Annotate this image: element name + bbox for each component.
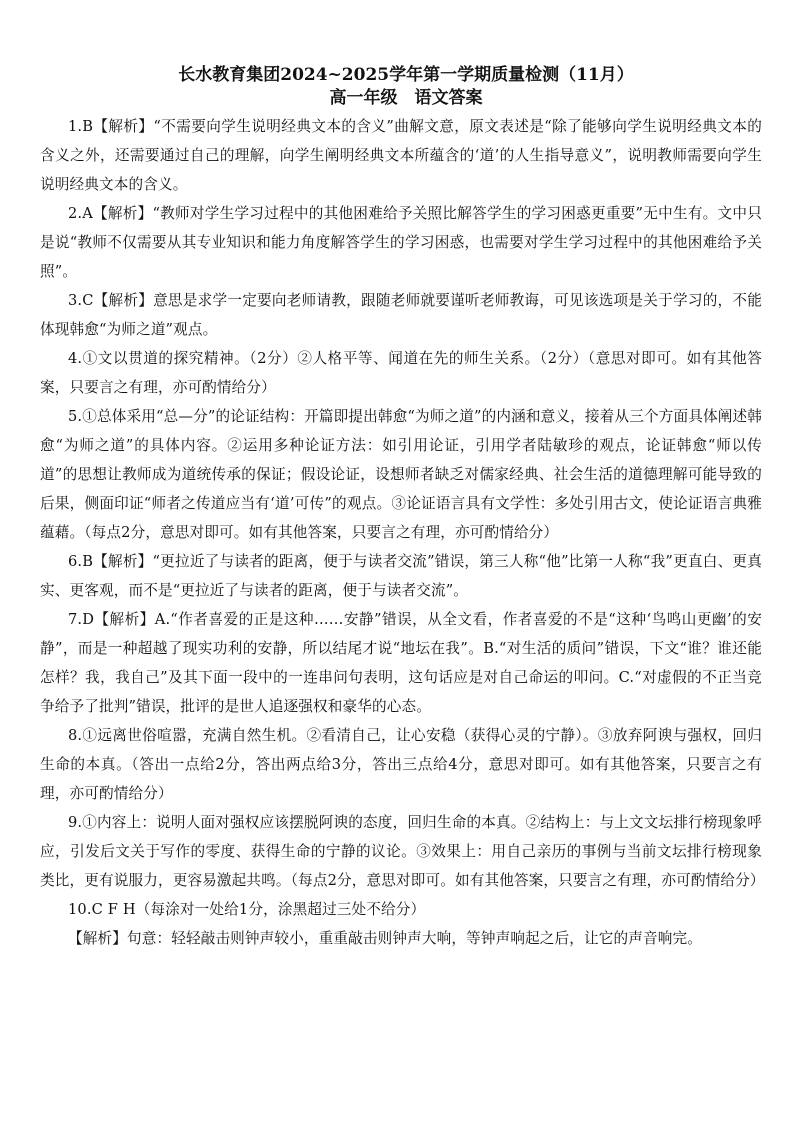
answer-item-2: 2.A【解析】“教师对学生学习过程中的其他困难给予关照比解答学生的学习困惑更重要”无中生有。文中只是说“教师不仅需要从其专业知识和能力角度解答学生的学习困惑，也需要对学生学习过程中的其他困难给予关照”。 <box>40 205 762 280</box>
answer-item-1: 1.B【解析】“不需要向学生说明经典文本的含义”曲解文意，原文表述是“除了能够向学生说明经典文本的含义之外，还需要通过自己的理解，向学生阐明经典文本所蕴含的‘道’的人生指导意义”，说明教师需要向学生说明经典文本的含义。 <box>40 118 762 193</box>
answer-item-4: 4.①文以贯道的探究精神。（2分）②人格平等、闻道在先的师生关系。（2分）（意思对即可。如有其他答案，只要言之有理，亦可酌情给分） <box>40 350 762 396</box>
document-title: 长水教育集团2024~2025学年第一学期质量检测（11月） <box>178 65 634 85</box>
answer-item-10: 10.C F H（每涂对一处给1分，涂黑超过三处不给分） <box>68 901 426 918</box>
answer-item-3: 3.C【解析】意思是求学一定要向老师请教，跟随老师就要谨听老师教诲，可见该选项是关于学习的，不能体现韩愈“为师之道”观点。 <box>40 292 762 338</box>
answer-item-7: 7.D【解析】A.“作者喜爱的正是这种……安静”错误，从全文看，作者喜爱的不是“这种‘鸟鸣山更幽’的安静”，而是一种超越了现实功利的安静，所以结尾才说“地坛在我”。B.“对生活的质问”错误，下文“谁？谁还能怎样？我，我自己”及其下面一段中的一连串问句表明，这句话应是对自己命运的叩问。C.“对虚假的不正当竞争给予了批判”错误，批评的是世人追逐强权和豪华的心态。 <box>40 611 762 715</box>
answer-item-6: 6.B【解析】“更拉近了与读者的距离，便于与读者交流”错误，第三人称“他”比第一人称“我”更直白、更真实、更客观，而不是“更拉近了与读者的距离，便于与读者交流”。 <box>40 553 762 599</box>
answer-item-5: 5.①总体采用“总—分”的论证结构：开篇即提出韩愈“为师之道”的内涵和意义，接着从三个方面具体阐述韩愈“为师之道”的具体内容。②运用多种论证方法：如引用论证，引用学者陆敏珍的观点，论证韩愈“师以传道”的思想让教师成为道统传承的保证；假设论证，设想师者缺乏对儒家经典、社会生活的道德理解可能导致的后果，侧面印证“师者之传道应当有‘道’可传”的观点。③论证语言具有文学性：多处引用古文，使论证语言典雅蕴藉。（每点2分，意思对即可。如有其他答案，只要言之有理，亦可酌情给分） <box>40 408 762 541</box>
answer-item-9: 9.①内容上：说明人面对强权应该摆脱阿谀的态度，回归生命的本真。②结构上：与上文文坛排行榜现象呼应，引发后文关于写作的零度、获得生命的宁静的议论。③效果上：用自己亲历的事例与当前文坛排行榜现象类比，更有说服力，更容易激起共鸣。（每点2分，意思对即可。如有其他答案，只要言之有理，亦可酌情给分） <box>40 814 765 889</box>
document-subtitle: 高一年级 语文答案 <box>329 88 483 108</box>
answer-item-8: 8.①远离世俗喧嚣，充满自然生机。②看清自己，让心安稳（获得心灵的宁静）。③放弃阿谀与强权，回归生命的本真。（答出一点给2分，答出两点给3分，答出三点给4分，意思对即可。如有其他答案，只要言之有理，亦可酌情给分） <box>40 727 762 802</box>
answer-item-10-analysis: 【解析】句意：轻轻敲击则钟声较小，重重敲击则钟声大响，等钟声响起之后，让它的声音响完。 <box>68 930 702 947</box>
